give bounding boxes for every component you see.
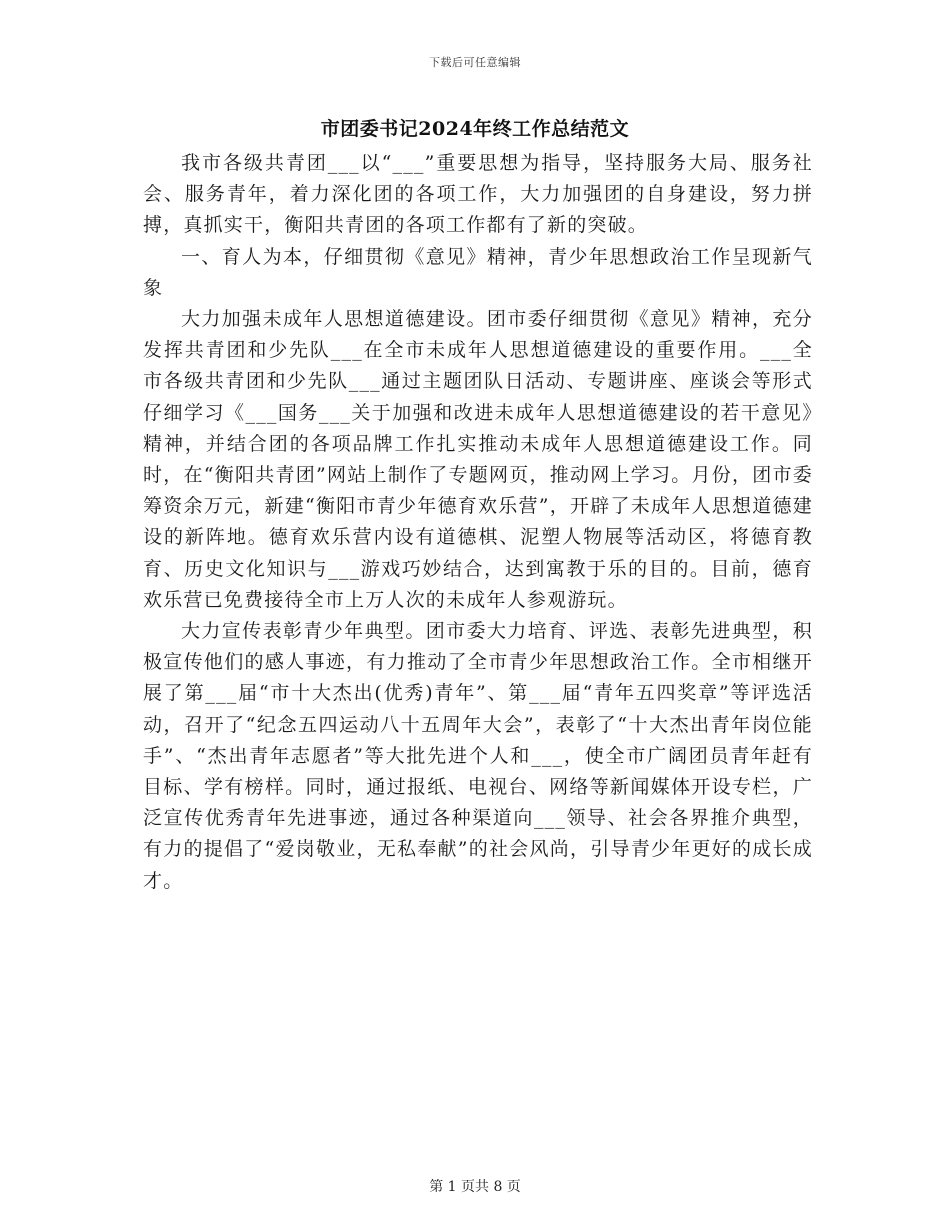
page-header-note: 下载后可任意编辑 <box>429 56 521 69</box>
section-heading-1: 一、育人为本，仔细贯彻《意见》精神，青少年思想政治工作呈现新气象 <box>143 245 813 299</box>
document-body <box>143 148 813 897</box>
document-title: 市团委书记2024年终工作总结范文 <box>320 118 630 140</box>
page-number: 第 1 页共 8 页 <box>429 1179 521 1195</box>
paragraph-intro: 我市各级共青团___以“___”重要思想为指导，坚持服务大局、服务社会、服务青年，着力深化团的各项工作，大力加强团的自身建设，努力拼搏，真抓实干，衡阳共青团的各项工作都有了新的突破。 <box>143 152 813 237</box>
paragraph-moral-education: 大力加强未成年人思想道德建设。团市委仔细贯彻《意见》精神，充分发挥共青团和少先队___在全市未成年人思想道德建设的重要作用。___全市各级共青团和少先队___通过主题团队日活动、专题讲座、座谈会等形式仔细学习《___国务___关于加强和改进未成年人思想道德建设的若干意见》精神，并结合团的各项品牌工作扎实推动未成年人思想道德建设工作。同时，在“衡阳共青团”网站上制作了专题网页，推动网上学习。月份，团市委筹资余万元，新建“衡阳市青少年德育欢乐营”，开辟了未成年人思想道德建设的新阵地。德育欢乐营内设有道德棋、泥塑人物展等活动区，将德育教育、历史文化知识与___游戏巧妙结合，达到寓教于乐的目的。目前，德育欢乐营已免费接待全市上万人次的未成年人参观游玩。 <box>143 308 813 611</box>
paragraph-youth-models: 大力宣传表彰青少年典型。团市委大力培育、评选、表彰先进典型，积极宣传他们的感人事迹，有力推动了全市青少年思想政治工作。全市相继开展了第___届“市十大杰出(优秀)青年”、第___届“青年五四奖章”等评选活动，召开了“纪念五四运动八十五周年大会”，表彰了“十大杰出青年岗位能手”、“杰出青年志愿者”等大批先进个人和___，使全市广阔团员青年赶有目标、学有榜样。同时，通过报纸、电视台、网络等新闻媒体开设专栏，广泛宣传优秀青年先进事迹，通过各种渠道向___领导、社会各界推介典型，有力的提倡了“爱岗敬业，无私奉献”的社会风尚，引导青少年更好的成长成才。 <box>143 620 813 892</box>
